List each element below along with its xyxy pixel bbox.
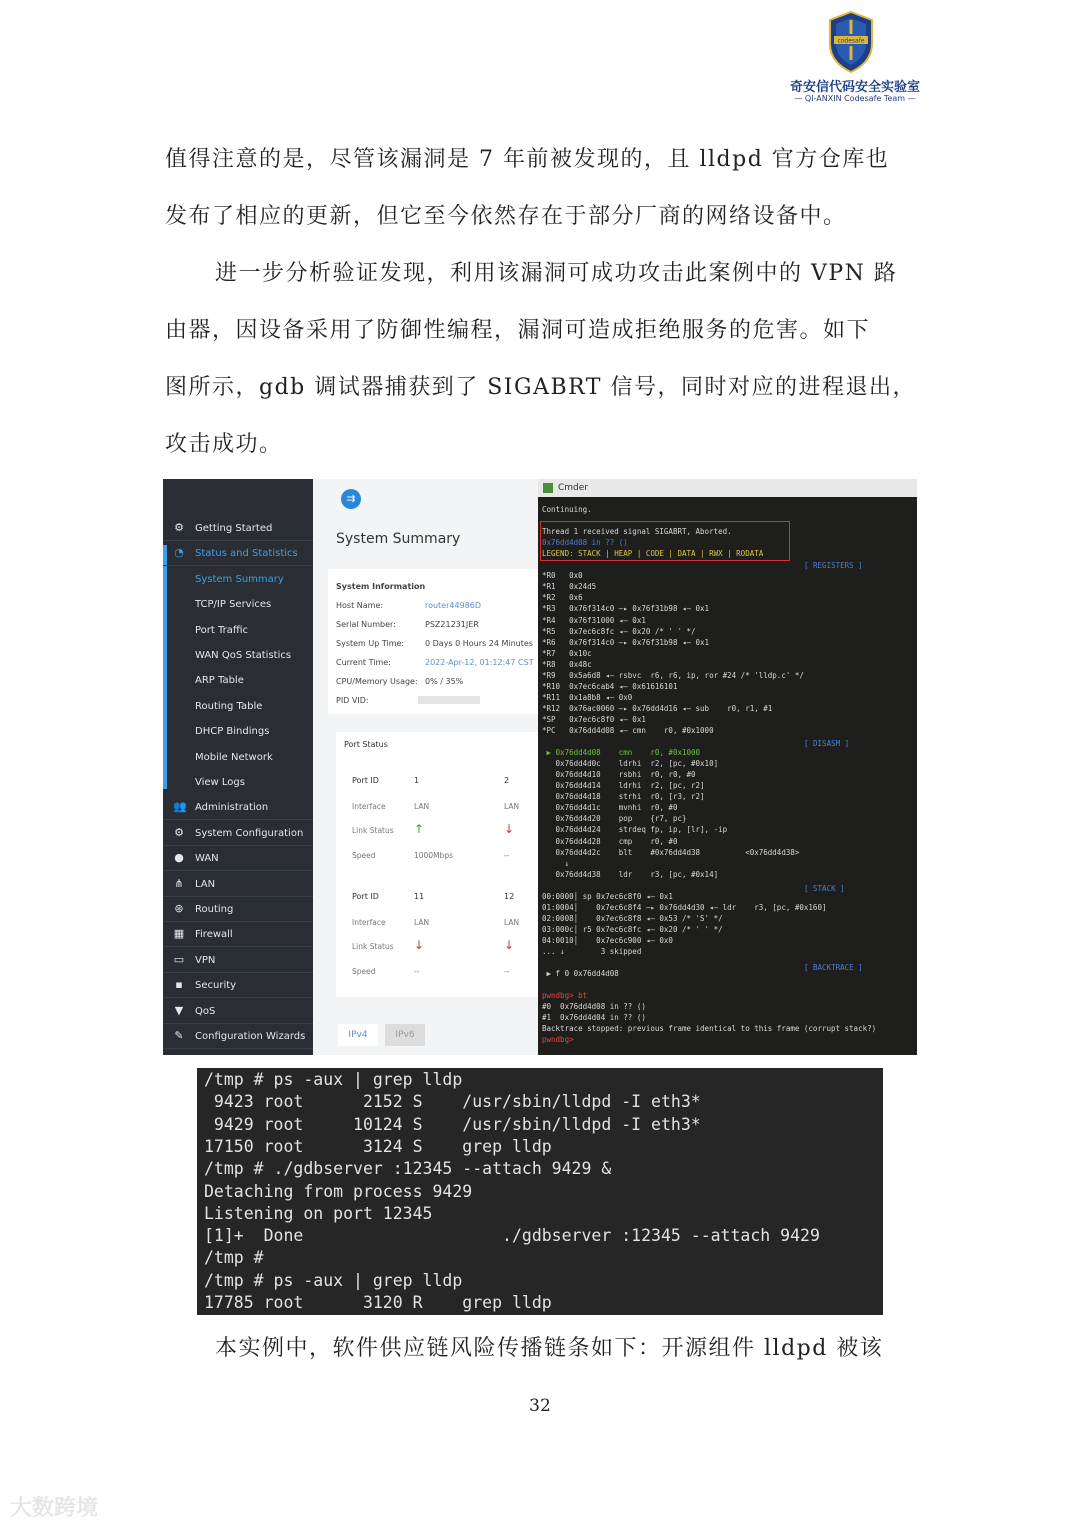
cog-icon: ⚙ [174, 825, 184, 839]
shell-console-screenshot [197, 1068, 883, 1315]
port-status-card [336, 732, 538, 997]
interface-label: Interface [352, 918, 386, 927]
console-line: /tmp # ps -aux | grep lldp [204, 1270, 463, 1290]
org-name-cn: 奇安信代码安全实验室 [789, 80, 920, 95]
speed-label: Speed [352, 967, 376, 976]
interface-value: LAN [504, 918, 520, 927]
terminal-line: *R6 0x76f314c0 —▸ 0x76f31b98 ◂— 0x1 [542, 637, 710, 647]
sidebar-item-label: DHCP Bindings [195, 726, 270, 738]
router-main-panel [313, 479, 538, 1055]
paragraph-line: 值得注意的是，尽管该漏洞是 7 年前被发现的，且 lldpd 官方仓库也 [165, 147, 890, 172]
uptime-label: System Up Time: [336, 639, 405, 648]
sidebar-item-label: VPN [195, 954, 216, 966]
terminal-line: ... ↓ 3 skipped [542, 947, 642, 956]
interface-value: LAN [414, 918, 430, 927]
page-title: System Summary [336, 531, 461, 547]
console-line: /tmp # [204, 1248, 264, 1268]
org-name-en: — QI-ANXIN Codesafe Team — [794, 94, 916, 103]
terminal-line: *R9 0x5a6d8 ◂— rsbvc r6, r6, ip, ror #24 /* 'lldp.c' */ [542, 670, 804, 680]
terminal-line: *R2 0x6 [542, 593, 583, 603]
sidebar-item-label: ARP Table [195, 675, 244, 687]
terminal-line: Backtrace stopped: previous frame identical to this frame (corrupt stack?) [542, 1024, 877, 1034]
port-id: 11 [414, 892, 425, 901]
stack-section-label: [ STACK ] [804, 884, 845, 893]
port-status-title: Port Status [344, 740, 388, 749]
users-icon: 👥 [173, 800, 187, 814]
terminal-line: 0x76dd4d08 in ?? () [542, 538, 628, 548]
speed-value: 1000Mbps [414, 851, 453, 860]
terminal-line: *SP 0x7ec6c8f0 ◂— 0x1 [542, 714, 646, 724]
cpu-label: CPU/Memory Usage: [336, 677, 418, 686]
codesafe-shield-logo [826, 10, 876, 74]
terminal-line: 02:0008│ 0x7ec6c8f8 ◂— 0x53 /* 'S' */ [542, 913, 723, 923]
terminal-line: 0x76dd4d14 ldrhi r2, [pc, r2] [542, 781, 705, 791]
port-id: 1 [414, 776, 420, 785]
interface-value: LAN [414, 802, 430, 811]
speed-label: Speed [352, 851, 376, 860]
cmder-icon [543, 483, 553, 493]
registers-section-label: [ REGISTERS ] [804, 561, 863, 570]
pid-value-redacted [418, 696, 480, 704]
sidebar-item[interactable] [163, 973, 313, 998]
paragraph-line: 图所示，gdb 调试器捕获到了 SIGABRT 信号，同时对应的进程退出， [165, 375, 916, 400]
sidebar-item[interactable] [163, 719, 313, 744]
link-up-icon: ↑ [414, 822, 425, 836]
sidebar-item-label: Security [195, 980, 237, 992]
sidebar-item-label: Administration [195, 802, 269, 814]
wrench-icon: ✎ [174, 1029, 184, 1042]
terminal-line: 0x76dd4d2c blt #0x76dd4d38 <0x76dd4d38> [542, 847, 800, 857]
routing-icon: ⊛ [174, 902, 184, 915]
terminal-line: 0x76dd4d0c ldrhi r2, [pc, #0x10] [542, 759, 719, 769]
page-number: 32 [529, 1396, 551, 1416]
speed-value: -- [504, 851, 510, 860]
console-line: /tmp # ./gdbserver :12345 --attach 9429 & [204, 1159, 612, 1179]
pie-chart-icon: ◔ [174, 546, 184, 560]
sidebar-item-label: Port Traffic [195, 624, 249, 636]
gear-icon: ⚙ [174, 521, 184, 534]
terminal-line: 0x76dd4d20 pop {r7, pc} [542, 814, 687, 824]
system-info-card [328, 569, 538, 714]
info-title: System Information [336, 582, 426, 591]
sidebar-item-label: Configuration Wizards [195, 1031, 306, 1042]
sidebar-item[interactable] [163, 694, 313, 719]
sidebar-item[interactable] [163, 821, 313, 846]
speed-value: -- [504, 967, 510, 976]
terminal-line: *PC 0x76dd4d08 ◂— cmn r0, #0x1000 [542, 726, 714, 735]
sidebar-item-label: Routing [195, 904, 234, 915]
sidebar-item[interactable] [163, 643, 313, 668]
disasm-section-label: [ DISASM ] [804, 739, 850, 748]
serial-label: Serial Number: [336, 620, 396, 629]
sidebar-item[interactable] [163, 948, 313, 973]
sidebar-item-label: WAN QoS Statistics [195, 650, 292, 661]
terminal-line: Thread 1 received signal SIGABRT, Aborted. [542, 527, 732, 537]
sidebar-item-label: System Configuration [195, 827, 304, 839]
terminal-line: 00:0000│ sp 0x7ec6c8f0 ◂— 0x1 [542, 891, 673, 901]
terminal-line: *R10 0x7ec6cab4 ◂— 0x61616101 [542, 681, 678, 691]
sidebar-item-label: QoS [195, 1005, 216, 1017]
sidebar-item[interactable] [163, 516, 313, 541]
sidebar-item[interactable] [163, 795, 313, 820]
router-sidebar [163, 479, 313, 1055]
sidebar-item[interactable] [163, 745, 313, 770]
host-value[interactable]: router44986D [425, 601, 482, 610]
time-value: 2022-Apr-12, 01:12:47 CST [425, 658, 534, 667]
sidebar-item-label: System Summary [195, 573, 284, 585]
link-status-label: Link Status [352, 826, 394, 835]
terminal-line: 0x76dd4d10 rsbhi r0, r0, #0 [542, 770, 696, 780]
menu-toggle-icon[interactable]: ⇉ [341, 489, 361, 509]
console-line: /tmp # ps -aux | grep lldp [204, 1070, 463, 1089]
paragraph-line: 本实例中，软件供应链风险传播链条如下：开源组件 lldpd 被该 [215, 1336, 884, 1361]
terminal-line: LEGEND: STACK | HEAP | CODE | DATA | RWX | RODATA [542, 549, 764, 559]
paragraph-line: 由器，因设备采用了防御性编程，漏洞可造成拒绝服务的危害。如下 [165, 318, 871, 343]
sidebar-item[interactable] [163, 999, 313, 1024]
sidebar-item[interactable] [163, 618, 313, 643]
link-down-icon: ↓ [504, 938, 515, 952]
terminal-line: *R0 0x0 [542, 571, 583, 581]
tab-ipv6[interactable]: IPv6 [385, 1024, 425, 1046]
sidebar-item[interactable] [163, 668, 313, 693]
paragraph-line: 进一步分析验证发现，利用该漏洞可成功攻击此案例中的 VPN 路 [215, 261, 898, 286]
sidebar-item-label: LAN [195, 878, 216, 890]
svg-text:codesafe: codesafe [837, 37, 865, 45]
sidebar-item-label: View Logs [195, 777, 245, 788]
speed-value: -- [414, 967, 420, 976]
terminal-titlebar [538, 479, 917, 497]
sidebar-item[interactable] [163, 922, 313, 947]
sidebar-item[interactable] [163, 770, 313, 795]
console-line: Listening on port 12345 [204, 1203, 433, 1223]
port-id-label: Port ID [352, 776, 379, 785]
port-id: 12 [504, 892, 515, 901]
uptime-value: 0 Days 0 Hours 24 Minutes [425, 639, 533, 648]
sidebar-item[interactable] [163, 541, 313, 566]
router-gdb-screenshot [163, 479, 917, 1055]
sidebar-item-label: WAN [195, 853, 219, 865]
globe-icon: ● [174, 851, 184, 865]
sidebar-item[interactable] [163, 1024, 313, 1049]
sidebar-item-label: Status and Statistics [195, 548, 298, 560]
terminal-line: *R12 0x76ac0060 —▸ 0x76dd4d16 ◂— sub r0, r1, #1 [542, 703, 773, 713]
watermark: 大数跨境 [10, 1496, 99, 1521]
console-line: 9429 root 10124 S /usr/sbin/lldpd -I eth3* [204, 1114, 701, 1134]
interface-value: LAN [504, 802, 520, 811]
host-label: Host Name: [336, 601, 384, 610]
terminal-line: ▶ 0x76dd4d08 cmn r0, #0x1000 [542, 748, 701, 758]
terminal-line: 01:0004│ 0x7ec6c8f4 —▸ 0x76dd4d30 ◂— ldr r3, [pc, #0x160] [542, 902, 827, 912]
terminal-line: #0 0x76dd4d08 in ?? () [542, 1002, 646, 1012]
console-line: 17785 root 3120 R grep lldp [204, 1293, 552, 1312]
terminal-line: 0x76dd4d18 strhi r0, [r3, r2] [542, 792, 705, 802]
firewall-icon: ▦ [173, 927, 185, 941]
cpu-value: 0% / 35% [425, 677, 464, 686]
sidebar-item-label: TCP/IP Services [195, 599, 272, 611]
terminal-line: 0x76dd4d1c mvnhi r0, #0 [542, 803, 678, 813]
lock-icon: ▪ [175, 978, 183, 992]
vpn-icon: ▭ [173, 952, 185, 966]
terminal-line: ▶ f 0 0x76dd4d08 [542, 969, 619, 979]
sidebar-item[interactable] [163, 872, 313, 897]
link-status-label: Link Status [352, 942, 394, 951]
paragraph-line: 发布了相应的更新，但它至今依然存在于部分厂商的网络设备中。 [165, 204, 847, 229]
sidebar-item[interactable] [163, 846, 313, 871]
terminal-line: #1 0x76dd4d04 in ?? () [542, 1013, 646, 1023]
sidebar-item-label: Getting Started [195, 523, 273, 534]
terminal-line: *R1 0x24d5 [542, 582, 597, 592]
terminal-line: *R11 0x1a8b8 ◂— 0x0 [542, 692, 633, 702]
time-label: Current Time: [336, 658, 391, 667]
terminal-line: *R4 0x76f31000 ◂— 0x1 [542, 615, 646, 625]
pid-label: PID VID: [336, 696, 369, 705]
tab-ipv4[interactable]: IPv4 [338, 1024, 378, 1046]
terminal-line: ↓ [542, 858, 570, 868]
console-line: Detaching from process 9429 [204, 1181, 473, 1201]
console-line: 9423 root 2152 S /usr/sbin/lldpd -I eth3* [204, 1092, 701, 1112]
sidebar-item-label: Routing Table [195, 700, 263, 712]
gdb-terminal [538, 479, 917, 1055]
interface-label: Interface [352, 802, 386, 811]
terminal-line: *R8 0x48c [542, 659, 592, 669]
terminal-line: 0x76dd4d28 cmp r0, #0 [542, 836, 678, 846]
sidebar-item[interactable] [163, 567, 313, 592]
network-icon: ⋔ [174, 876, 184, 890]
terminal-line: *R3 0x76f314c0 —▸ 0x76f31b98 ◂— 0x1 [542, 604, 710, 614]
terminal-line: 04:0010│ 0x7ec6c900 ◂— 0x0 [542, 935, 673, 945]
terminal-line: pwndbg> bt [542, 991, 588, 1001]
terminal-line: pwndbg> [542, 1035, 579, 1045]
terminal-line: 03:000c│ r5 0x7ec6c8fc ◂— 0x20 /* ' ' */ [542, 924, 723, 934]
link-down-icon: ↓ [504, 822, 515, 836]
sidebar-item-label: Mobile Network [195, 751, 273, 763]
link-down-icon: ↓ [414, 938, 425, 952]
console-line: [1]+ Done ./gdbserver :12345 --attach 9429 [204, 1226, 820, 1246]
filter-icon: ▼ [174, 1003, 184, 1017]
terminal-line: 0x76dd4d38 ldr r3, [pc, #0x14] [542, 869, 719, 879]
port-id-label: Port ID [352, 892, 379, 901]
terminal-line: *R5 0x7ec6c8fc ◂— 0x20 /* ' ' */ [542, 626, 696, 636]
serial-value: PSZ21231JER [425, 620, 479, 629]
backtrace-section-label: [ BACKTRACE ] [804, 963, 863, 972]
port-id: 2 [504, 776, 510, 785]
paragraph-line: 攻击成功。 [165, 432, 283, 457]
sidebar-item[interactable] [163, 592, 313, 617]
terminal-line: *R7 0x10c [542, 648, 592, 658]
terminal-title: Cmder [558, 483, 589, 493]
terminal-line: Continuing. [542, 505, 592, 514]
console-line: 17150 root 3124 S grep lldp [204, 1136, 552, 1156]
terminal-line: 0x76dd4d24 strdeq fp, ip, [lr], -ip [542, 825, 728, 835]
sidebar-item[interactable] [163, 897, 313, 922]
sidebar-item-label: Firewall [195, 929, 233, 941]
